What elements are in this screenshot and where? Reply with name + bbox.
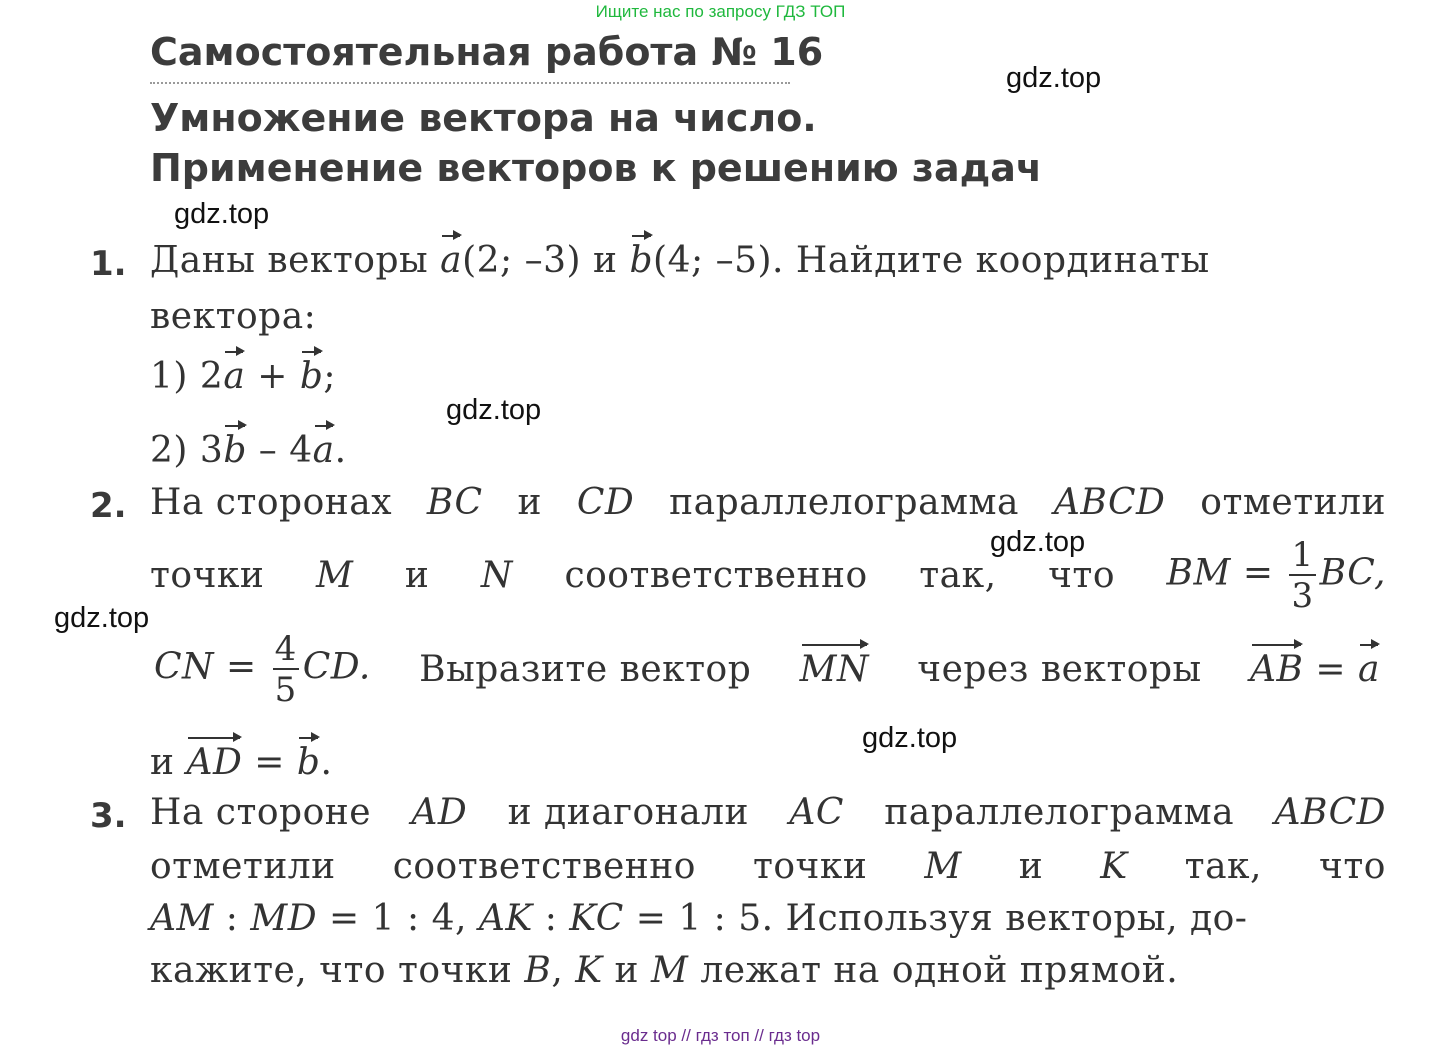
equals: = [1315, 649, 1347, 690]
punct: . [320, 742, 333, 783]
text: и [404, 555, 430, 596]
text: = 1 : 4, [317, 898, 479, 939]
punct: . [334, 430, 347, 471]
text: отметили [150, 846, 336, 887]
vector-b: b [223, 430, 247, 471]
vector-b: b [296, 742, 321, 783]
watermark: gdz.top [1006, 62, 1102, 94]
text: так, [919, 555, 997, 596]
text: точки [150, 555, 265, 596]
task-2-line-3 [154, 629, 1380, 710]
task-number: 3. [90, 796, 127, 836]
text: На стороне [150, 792, 372, 833]
math: AM [150, 898, 214, 939]
text: , [551, 950, 576, 991]
math: BM [1166, 552, 1231, 594]
coords-a: (2; –3) [462, 240, 582, 281]
vector-a: a [1358, 649, 1380, 690]
text: что [1048, 555, 1115, 596]
math: CN [154, 646, 215, 688]
text: отметили [1200, 482, 1386, 523]
task-2-line-1 [150, 482, 1386, 523]
math: AK [478, 898, 533, 939]
operator: – 4 [246, 430, 313, 471]
task-1-item-2 [150, 430, 347, 471]
math: M [315, 555, 354, 596]
text: = 1 : 5. Используя векторы, до- [623, 898, 1248, 939]
math: BC [426, 482, 483, 523]
text: так, [1184, 846, 1262, 887]
math: MD [250, 898, 318, 939]
text: и [602, 950, 651, 991]
equation-cn [154, 629, 371, 710]
item-label: 1) [150, 356, 188, 397]
watermark: gdz.top [174, 198, 270, 230]
denominator: 5 [274, 670, 297, 710]
text: и [1018, 846, 1044, 887]
task-number: 2. [90, 486, 127, 526]
watermark: gdz.top [446, 394, 542, 426]
subtitle: Применение векторов к решению задач [150, 146, 1043, 190]
math: M [924, 846, 962, 887]
task-3-line-1 [150, 792, 1386, 833]
math: CD. [302, 646, 371, 688]
equals: = [1242, 552, 1274, 594]
task-3-line-4 [150, 950, 1178, 991]
text: : [532, 898, 570, 939]
text: параллелограмма [884, 792, 1235, 833]
task-3-line-3 [150, 898, 1247, 939]
text: и [593, 240, 618, 281]
page-title: Самостоятельная работа № 16 [150, 30, 824, 74]
vector-a: a [223, 356, 246, 397]
equals: = [254, 742, 285, 783]
math: KC [569, 898, 624, 939]
text: точки [752, 846, 868, 887]
vector-a: a [440, 240, 463, 281]
math: CD [576, 482, 635, 523]
vector-ab: AB [1250, 649, 1304, 690]
task-2-line-4 [150, 742, 332, 783]
text: и [517, 482, 542, 523]
text: лежат на одной прямой. [688, 950, 1179, 991]
text: что [1319, 846, 1386, 887]
vector-ad: AD [186, 742, 243, 783]
top-banner[interactable]: Ищите нас по запросу ГДЗ ТОП [595, 2, 846, 21]
coef: 3 [199, 430, 224, 471]
task-2-line-2 [150, 535, 1386, 616]
math: B [524, 950, 552, 991]
vector-a: a [312, 430, 335, 471]
task-1-line-1 [150, 240, 1210, 281]
text: На сторонах [150, 482, 393, 523]
coef: 2 [199, 356, 224, 397]
math: K [575, 950, 603, 991]
bottom-banner[interactable]: gdz top // гдз топ // гдз top [620, 1026, 821, 1045]
math: M [651, 950, 689, 991]
title-underline [150, 82, 790, 84]
watermark: gdz.top [862, 722, 958, 754]
text: параллелограмма [669, 482, 1020, 523]
operator: + [245, 356, 300, 397]
task-number: 1. [90, 244, 127, 284]
fraction [273, 629, 299, 710]
equation-ab [1250, 649, 1380, 690]
task-1-item-1 [150, 356, 336, 397]
task-1-line-2: вектора: [150, 296, 317, 337]
text: и диагонали [507, 792, 750, 833]
watermark: gdz.top [990, 526, 1086, 558]
math: ABCD [1053, 482, 1166, 523]
text: Найдите координаты [795, 240, 1210, 281]
text: кажите, что точки [150, 950, 525, 991]
text: соответственно [392, 846, 696, 887]
math: AD [411, 792, 468, 833]
numerator: 1 [1291, 535, 1314, 575]
numerator: 4 [274, 629, 297, 669]
text: : [213, 898, 251, 939]
math: AC [789, 792, 844, 833]
equals: = [226, 646, 257, 688]
punct: ; [323, 356, 337, 397]
denominator: 3 [1291, 576, 1314, 616]
math: ABCD [1274, 792, 1386, 833]
fraction [1289, 535, 1315, 616]
coords-b: (4; –5). [653, 240, 784, 281]
math: K [1100, 846, 1128, 887]
task-3-line-2 [150, 846, 1386, 887]
text: Даны векторы [150, 240, 429, 281]
watermark: gdz.top [54, 602, 150, 634]
math: N [480, 555, 513, 596]
equation-bm [1166, 535, 1386, 616]
text: соответственно [564, 555, 868, 596]
vector-b: b [299, 356, 324, 397]
vector-mn: MN [799, 649, 869, 690]
text: через векторы [917, 649, 1202, 690]
vector-b: b [629, 240, 654, 281]
subtitle: Умножение вектора на число. [150, 96, 817, 140]
item-label: 2) [150, 430, 188, 471]
text: Выразите вектор [419, 649, 752, 690]
math: BC, [1319, 552, 1386, 594]
text: и [150, 742, 175, 783]
